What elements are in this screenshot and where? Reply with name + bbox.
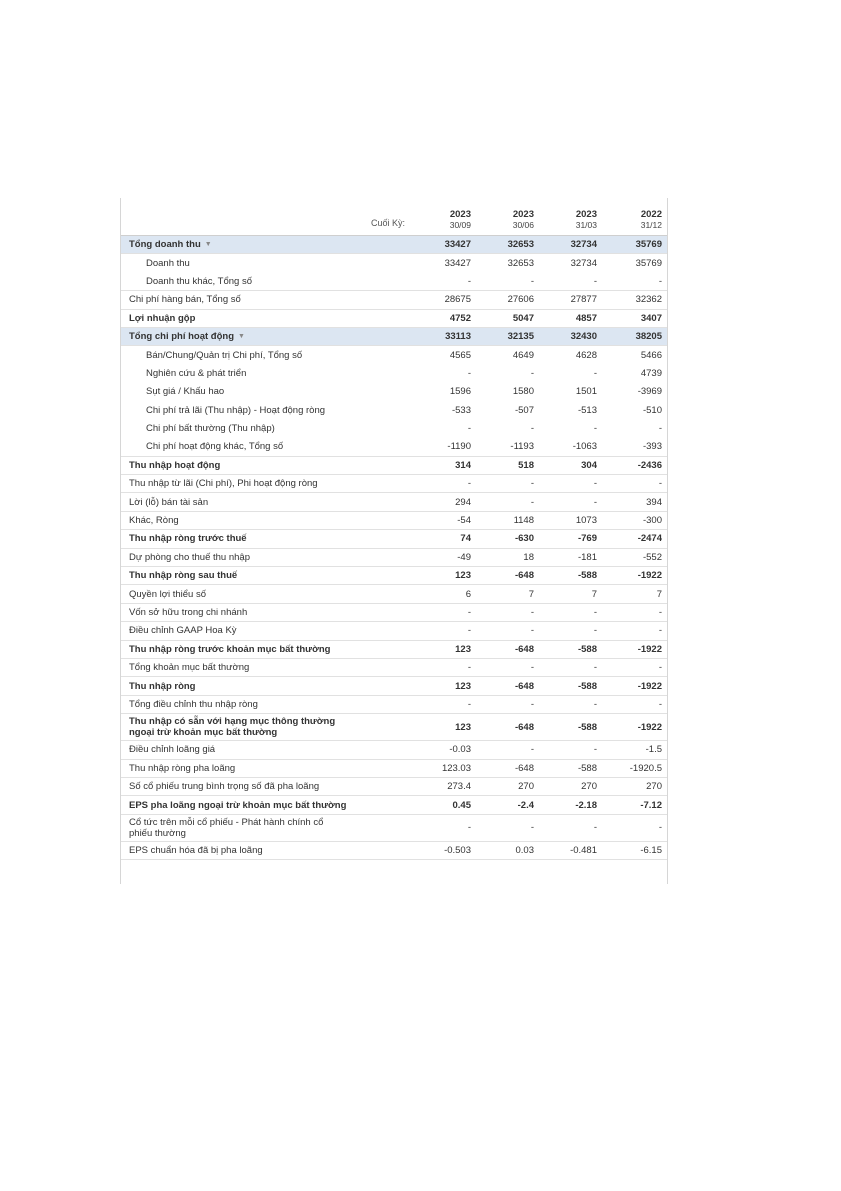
value-cell: -588 [539,714,602,741]
value-cell: - [467,367,471,379]
table-row [121,456,667,474]
value-cell: -552 [602,548,667,566]
value-cell: 1073 [539,511,602,529]
table-row [121,401,667,419]
value-cell: - [539,695,602,713]
value-cell: 18 [476,548,539,566]
row-label: Cổ tức trên mỗi cổ phiếu - Phát hành chính cổ phiếu thường [121,814,413,841]
value-cell: 5466 [640,349,662,361]
table-row [121,841,667,859]
value-cell: - [539,603,602,621]
table-row [121,419,667,437]
value-cell: 4649 [512,349,534,361]
value-cell: -2474 [602,530,667,548]
row-label: Thu nhập từ lãi (Chi phí), Phi hoạt động ròng [121,475,413,493]
value-cell: - [476,658,539,676]
table-row [121,309,667,327]
value-cell: -507 [514,404,534,416]
value-cell: - [476,493,539,511]
value-cell: - [413,622,476,640]
row-label: Tổng doanh thu ▼ [121,236,413,254]
value-cell: 5047 [476,309,539,327]
value-cell: -49 [413,548,476,566]
value-cell: - [539,493,602,511]
value-cell: - [476,475,539,493]
row-label: Thu nhập ròng pha loãng [121,759,413,777]
value-cell: 270 [539,777,602,795]
value-cell: 123 [413,714,476,741]
table-row [121,272,667,290]
row-label: Vốn sở hữu trong chi nhánh [121,603,413,621]
value-cell: 0.03 [476,841,539,859]
value-cell: -181 [539,548,602,566]
row-label: Sụt giá / Khấu hao [146,386,225,398]
value-cell: 7 [539,585,602,603]
column-header: 2022 31/12 [602,198,667,236]
table-row [121,741,667,759]
expandable-row[interactable] [121,327,667,345]
value-cell: 1501 [575,386,597,398]
value-cell: -1190 [413,438,476,456]
value-cell: - [476,814,539,841]
value-cell: -2.18 [539,796,602,814]
value-cell: 32653 [476,236,539,254]
column-header: 2023 31/03 [539,198,602,236]
table-row [121,777,667,795]
value-cell: - [539,814,602,841]
table-row [121,493,667,511]
table-row [121,511,667,529]
value-cell: 32362 [602,291,667,309]
value-cell: 32734 [539,236,602,254]
row-label: Dự phòng cho thuế thu nhập [121,548,413,566]
row-label: Thu nhập hoạt động [121,456,413,474]
row-label: Thu nhập ròng trước khoản mục bất thường [121,640,413,658]
row-label: Lợi nhuận gộp [121,309,413,327]
value-cell: 123 [413,567,476,585]
column-header: 2023 30/09 [413,198,476,236]
table-row [121,346,667,364]
value-cell: - [530,367,534,379]
value-cell: -588 [539,640,602,658]
table-row [121,530,667,548]
value-cell: -393 [602,438,667,456]
value-cell: 38205 [602,327,667,345]
header-row [121,198,667,236]
value-cell: - [413,814,476,841]
value-cell: 27606 [476,291,539,309]
value-cell: -1922 [602,567,667,585]
value-cell: -7.12 [602,796,667,814]
value-cell: - [539,658,602,676]
row-label: Lời (lỗ) bán tài sản [121,493,413,511]
value-cell: 6 [413,585,476,603]
row-label: Thu nhập ròng sau thuế [121,567,413,585]
value-cell: - [593,367,597,379]
row-label: Doanh thu khác, Tổng số [121,272,413,290]
row-label: Tổng chi phí hoạt động ▼ [121,327,413,345]
table-row [121,640,667,658]
value-cell: -648 [476,677,539,695]
row-label: EPS chuẩn hóa đã bị pha loãng [121,841,413,859]
value-cell: 35769 [602,236,667,254]
table-row [121,603,667,621]
table-row [121,695,667,713]
value-cell: - [476,622,539,640]
row-label: Thu nhập ròng trước thuế [121,530,413,548]
value-cell: 123 [413,640,476,658]
value-cell: 33427 [413,236,476,254]
value-cell: 27877 [539,291,602,309]
table-row [121,364,667,382]
value-cell: -1920.5 [602,759,667,777]
value-cell: -1.5 [602,741,667,759]
table-row [121,548,667,566]
value-cell: -0.503 [413,841,476,859]
value-cell: 4752 [413,309,476,327]
value-cell: -510 [642,404,662,416]
value-cell: 0.45 [413,796,476,814]
row-label: Bán/Chung/Quản trị Chi phí, Tổng số [146,349,303,361]
value-cell: - [602,695,667,713]
value-cell: -0.481 [539,841,602,859]
value-cell: -54 [413,511,476,529]
value-cell: -513 [577,404,597,416]
value-cell: - [476,603,539,621]
value-cell: 3407 [602,309,667,327]
value-cell: -1063 [539,438,602,456]
value-cell: - [593,423,597,435]
value-cell: 304 [539,456,602,474]
table-row [121,622,667,640]
value-cell: - [413,695,476,713]
row-label: Thu nhập ròng [121,677,413,695]
value-cell: 7 [476,585,539,603]
value-cell: - [602,658,667,676]
table-row [121,658,667,676]
value-cell: - [413,603,476,621]
value-cell: - [658,423,662,435]
value-cell: - [602,603,667,621]
value-cell: - [476,272,539,290]
value-cell: - [467,423,471,435]
row-label: Điều chỉnh GAAP Hoa Kỳ [121,622,413,640]
table-row [121,714,667,741]
table-row [121,814,667,841]
value-cell: -533 [451,404,471,416]
column-header: 2023 30/06 [476,198,539,236]
value-cell: -648 [476,567,539,585]
table-row [121,677,667,695]
value-cell: 4857 [539,309,602,327]
value-cell: 32653 [507,257,534,269]
value-cell: -2.4 [476,796,539,814]
value-cell: 4739 [640,367,662,379]
value-cell: -1922 [602,640,667,658]
value-cell: - [539,475,602,493]
value-cell: 33427 [444,257,471,269]
value-cell: - [413,475,476,493]
row-label: Chi phí bất thường (Thu nhập) [146,423,275,435]
table-row [121,254,667,272]
table-row [121,759,667,777]
value-cell: - [413,658,476,676]
value-cell: 270 [602,777,667,795]
value-cell: -2436 [602,456,667,474]
value-cell: -3969 [637,386,662,398]
expandable-row[interactable] [121,236,667,254]
value-cell: - [476,741,539,759]
row-label: Điều chỉnh loãng giá [121,741,413,759]
value-cell: -6.15 [602,841,667,859]
value-cell: -588 [539,677,602,695]
row-label: Chi phí trả lãi (Thu nhập) - Hoạt động ròng [146,404,326,416]
value-cell: - [413,272,476,290]
table-row [121,438,667,456]
value-cell: 32135 [476,327,539,345]
value-cell: - [539,622,602,640]
value-cell: -300 [602,511,667,529]
row-label: EPS pha loãng ngoại trừ khoản mục bất thường [121,796,413,814]
table-row [121,567,667,585]
value-cell: -648 [476,714,539,741]
value-cell: 33113 [413,327,476,345]
value-cell: - [602,475,667,493]
value-cell: - [602,272,667,290]
row-label: Tổng điều chỉnh thu nhập ròng [121,695,413,713]
value-cell: 518 [476,456,539,474]
value-cell: -1922 [602,714,667,741]
income-statement-table [121,198,667,860]
value-cell: - [539,741,602,759]
value-cell: - [602,814,667,841]
row-label: Doanh thu [146,257,190,269]
value-cell: -588 [539,567,602,585]
value-cell: -769 [539,530,602,548]
value-cell: 273.4 [413,777,476,795]
value-cell: 4628 [575,349,597,361]
table-row [121,291,667,309]
table-row [121,585,667,603]
value-cell: - [602,622,667,640]
expand-caret-icon[interactable]: ▼ [204,241,212,249]
table-row [121,383,667,401]
table-row [121,796,667,814]
value-cell: -1922 [602,677,667,695]
row-label: Nghiên cứu & phát triển [146,367,247,379]
value-cell: 394 [602,493,667,511]
value-cell: 314 [413,456,476,474]
row-label: Quyền lợi thiểu số [121,585,413,603]
row-label: Số cổ phiếu trung bình trọng số đã pha loãng [121,777,413,795]
value-cell: - [530,423,534,435]
expand-caret-icon[interactable]: ▼ [238,333,245,341]
value-cell: 123 [413,677,476,695]
period-end-label: Cuối Kỳ: [121,198,413,236]
value-cell: -648 [476,640,539,658]
value-cell: -588 [539,759,602,777]
income-statement-panel [120,198,668,884]
value-cell: -630 [476,530,539,548]
row-label: Khác, Ròng [121,511,413,529]
value-cell: 7 [602,585,667,603]
value-cell: - [539,272,602,290]
value-cell: 123.03 [413,759,476,777]
row-label: Tổng khoản mục bất thường [121,658,413,676]
value-cell: -648 [476,759,539,777]
row-label: Chi phí hoạt động khác, Tổng số [121,438,413,456]
value-cell: 35769 [635,257,662,269]
table-row [121,475,667,493]
value-cell: - [476,695,539,713]
value-cell: 32734 [570,257,597,269]
value-cell: 32430 [539,327,602,345]
value-cell: 74 [413,530,476,548]
value-cell: 1580 [512,386,534,398]
row-label: Thu nhập có sẵn với hạng mục thông thường ngoại trừ khoản mục bất thường [121,714,413,741]
value-cell: 28675 [413,291,476,309]
value-cell: -0.03 [413,741,476,759]
value-cell: 1596 [449,386,471,398]
value-cell: 4565 [449,349,471,361]
value-cell: 270 [476,777,539,795]
value-cell: 1148 [476,511,539,529]
row-label: Chi phí hàng bán, Tổng số [121,291,413,309]
value-cell: -1193 [476,438,539,456]
value-cell: 294 [413,493,476,511]
